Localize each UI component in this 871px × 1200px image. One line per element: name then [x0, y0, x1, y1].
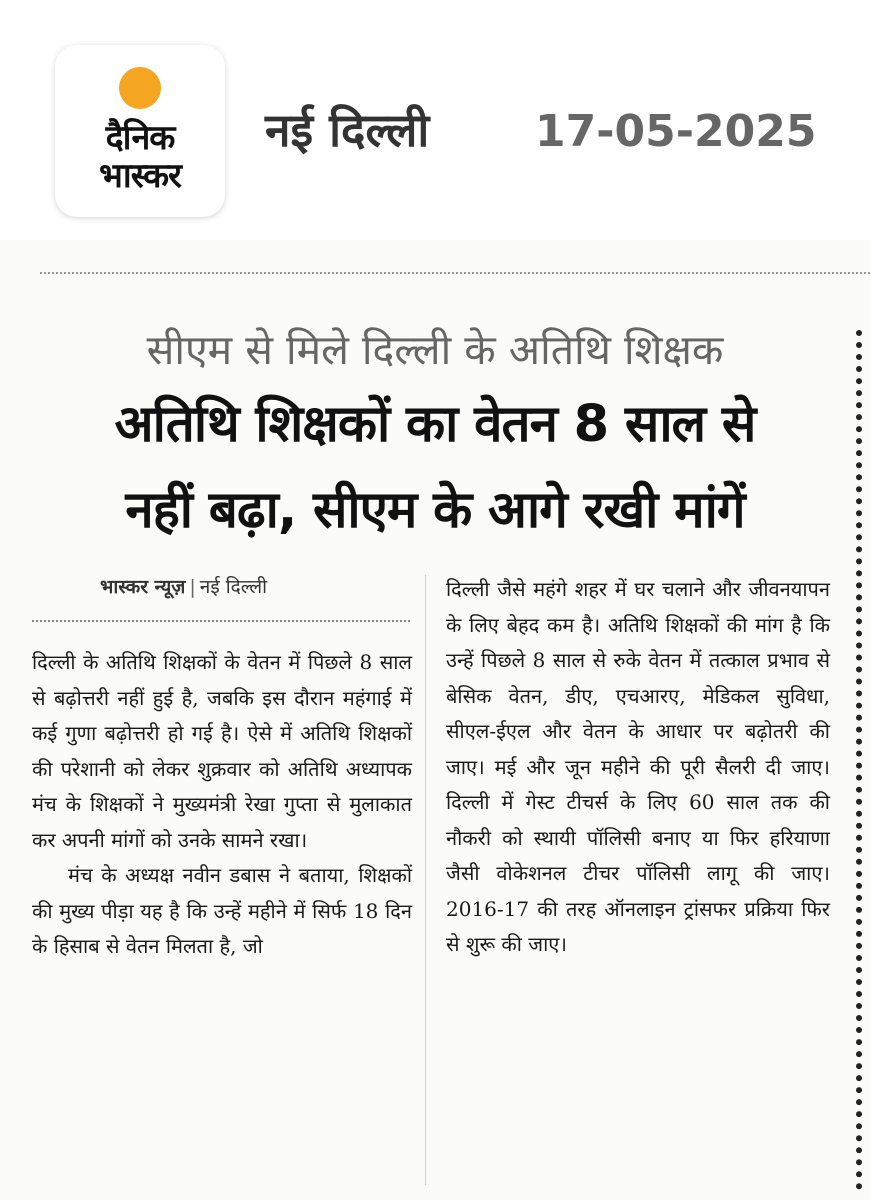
article-byline: [100, 573, 267, 601]
byline-divider: [32, 620, 410, 622]
article-column-right: [446, 572, 830, 963]
byline-source: भास्कर न्यूज़: [100, 576, 186, 598]
logo-text-line1: दैनिक: [105, 118, 175, 158]
dainik-bhaskar-logo: [55, 45, 225, 217]
byline-city: नई दिल्ली: [199, 576, 268, 598]
column-border-right: [856, 330, 862, 1190]
article-headline: [25, 382, 845, 554]
newspaper-clipping: [0, 240, 871, 1200]
share-header: [0, 0, 871, 240]
clipping-top-edge: [40, 272, 870, 274]
sun-icon: [119, 67, 161, 109]
logo-text-line2: भास्कर: [99, 156, 181, 196]
paragraph-2: मंच के अध्यक्ष नवीन डबास ने बताया, शिक्षकों की मुख्य पीड़ा यह है कि उन्हें महीने में सिर्फ 18 दिन के हिसाब से वेतन मिलता है, जो: [32, 863, 412, 958]
article-kicker: सीएम से मिले दिल्ली के अतिथि शिक्षक: [146, 326, 724, 374]
column-divider: [425, 575, 426, 1185]
paragraph-3: दिल्ली जैसे महंगे शहर में घर चलाने और जीवनयापन के लिए बेहद कम है। अतिथि शिक्षकों की मांग है कि उन्हें पिछले 8 साल से रुके वेतन में तत्काल प्रभाव से बेसिक वेतन, डीए, एचआरए, मेडिकल सुविधा, सीएल-ईएल और वेतन के आधार पर बढ़ोतरी की जाए। मई और जून महीने की पूरी सैलरी दी जाए। दिल्ली में गेस्ट टीचर्स के लिए 60 साल तक की नौकरी को स्थायी पॉलिसी बनाए या फिर हरियाणा जैसी वोकेशनल टीचर पॉलिसी लागू की जाए। 2016-17 की तरह ऑनलाइन ट्रांसफर प्रक्रिया फिर से शुरू की जाए।: [446, 577, 830, 956]
paragraph-1: दिल्ली के अतिथि शिक्षकों के वेतन में पिछले 8 साल से बढ़ोत्तरी नहीं हुई है, जबकि इस दौरान महंगाई में कई गुणा बढ़ोत्तरी हो गई है। ऐसे में अतिथि शिक्षकों की परेशानी को लेकर शुक्रवार को अतिथि अध्यापक मंच के शिक्षकों ने मुख्यमंत्री रेखा गुप्ता से मुलाकात कर अपनी मांगों को उनके सामने रखा।: [32, 650, 412, 852]
edition-date: 17-05-2025: [535, 106, 817, 157]
edition-city: नई दिल्ली: [265, 103, 430, 157]
headline-line-1: अतिथि शिक्षकों का वेतन 8 साल से: [114, 395, 756, 454]
article-column-left: [32, 645, 412, 965]
headline-line-2: नहीं बढ़ा, सीएम के आगे रखी मांगें: [125, 481, 745, 540]
byline-separator: |: [189, 576, 196, 598]
